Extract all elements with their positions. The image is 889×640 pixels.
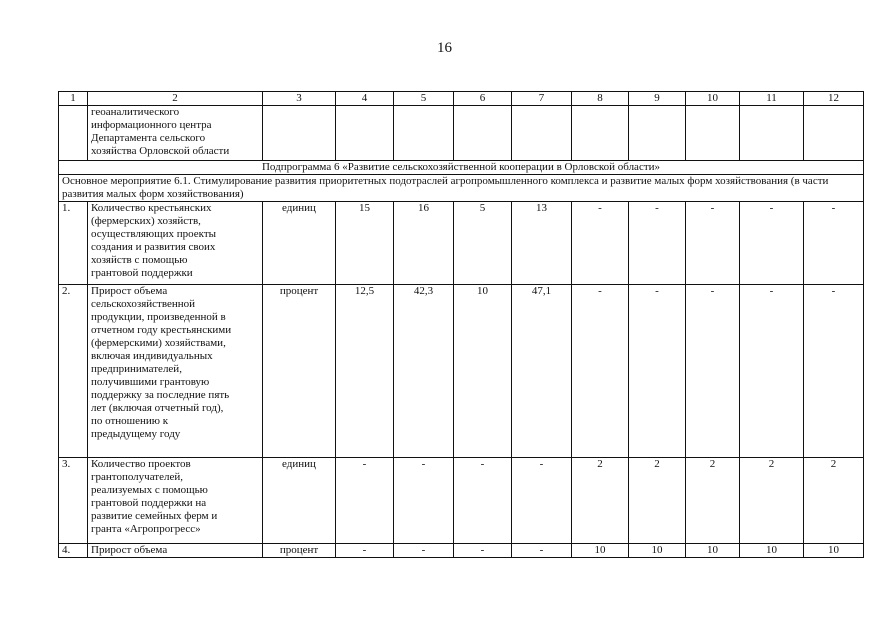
column-header: 1 (59, 92, 88, 106)
column-header: 2 (88, 92, 263, 106)
row-value: 2 (629, 458, 686, 544)
row-value: - (394, 544, 454, 558)
row-value: 16 (394, 202, 454, 285)
table-row (59, 202, 864, 285)
row-value: - (572, 285, 629, 458)
row-value: 10 (454, 285, 512, 458)
main-activity-title: Основное мероприятие 6.1. Стимулирование развития приоритетных подотраслей агропромышленного комплекса и развитие малых форм хозяйствования (в части развития малых форм хозяйствования) (59, 175, 864, 202)
column-header: 5 (394, 92, 454, 106)
column-header: 4 (336, 92, 394, 106)
indicators-table (58, 91, 864, 558)
column-header: 8 (572, 92, 629, 106)
table-row (59, 285, 864, 458)
row-value: 5 (454, 202, 512, 285)
row-value: 10 (740, 544, 804, 558)
column-header: 11 (740, 92, 804, 106)
row-value: 13 (512, 202, 572, 285)
row-description: Количество крестьянских (фермерских) хозяйств, осуществляющих проекты создания и развития своих хозяйств с помощью грантовой поддержки (88, 202, 263, 285)
row-value: - (336, 544, 394, 558)
row-description: Количество проектов грантополучателей, реализуемых с помощью грантовой поддержки на развитие семейных ферм и гранта «Агропрогресс» (88, 458, 263, 544)
row-value: - (572, 202, 629, 285)
row-number: 1. (59, 202, 88, 285)
table-row (59, 544, 864, 558)
row-value: - (686, 202, 740, 285)
row-value: - (336, 458, 394, 544)
row-value: 2 (804, 458, 864, 544)
row-value: 15 (336, 202, 394, 285)
column-header-row (59, 92, 864, 106)
row-value: 2 (740, 458, 804, 544)
column-header: 3 (263, 92, 336, 106)
row-description: Прирост объема (88, 544, 263, 558)
row-value: - (804, 202, 864, 285)
row-value: - (512, 544, 572, 558)
row-unit: процент (263, 544, 336, 558)
column-header: 9 (629, 92, 686, 106)
subprogram-row (59, 161, 864, 175)
row-number: 2. (59, 285, 88, 458)
subprogram-title: Подпрограмма 6 «Развитие сельскохозяйственной кооперации в Орловской области» (59, 161, 864, 175)
row-value: 10 (572, 544, 629, 558)
row-value: 10 (686, 544, 740, 558)
column-header: 10 (686, 92, 740, 106)
page-number: 16 (437, 40, 452, 56)
main-activity-row (59, 175, 864, 202)
row-value: - (629, 285, 686, 458)
row-number: 3. (59, 458, 88, 544)
column-header: 6 (454, 92, 512, 106)
row-value: - (740, 202, 804, 285)
continuation-row (59, 106, 864, 161)
row-value: - (740, 285, 804, 458)
table-row (59, 458, 864, 544)
row-value: - (804, 285, 864, 458)
row-value: - (454, 458, 512, 544)
row-value: 10 (804, 544, 864, 558)
row-value: 47,1 (512, 285, 572, 458)
row-value: 2 (572, 458, 629, 544)
row-value: - (454, 544, 512, 558)
row-value: 10 (629, 544, 686, 558)
row-value: 2 (686, 458, 740, 544)
row-number: 4. (59, 544, 88, 558)
column-header: 12 (804, 92, 864, 106)
row-unit: единиц (263, 202, 336, 285)
row-value: 12,5 (336, 285, 394, 458)
row-description: Прирост объема сельскохозяйственной продукции, произведенной в отчетном году крестьянскими (фермерскими) хозяйствами, включая индивидуальных предпринимателей, получившими грантовую поддержку за последние пять лет (включая отчетный год), по отношению к предыдущему году (88, 285, 263, 458)
row-unit: процент (263, 285, 336, 458)
row-value: - (512, 458, 572, 544)
continuation-description: геоаналитического информационного центра Департамента сельского хозяйства Орловской области (88, 106, 263, 161)
row-value: - (394, 458, 454, 544)
row-unit: единиц (263, 458, 336, 544)
row-value: 42,3 (394, 285, 454, 458)
column-header: 7 (512, 92, 572, 106)
row-value: - (629, 202, 686, 285)
row-value: - (686, 285, 740, 458)
